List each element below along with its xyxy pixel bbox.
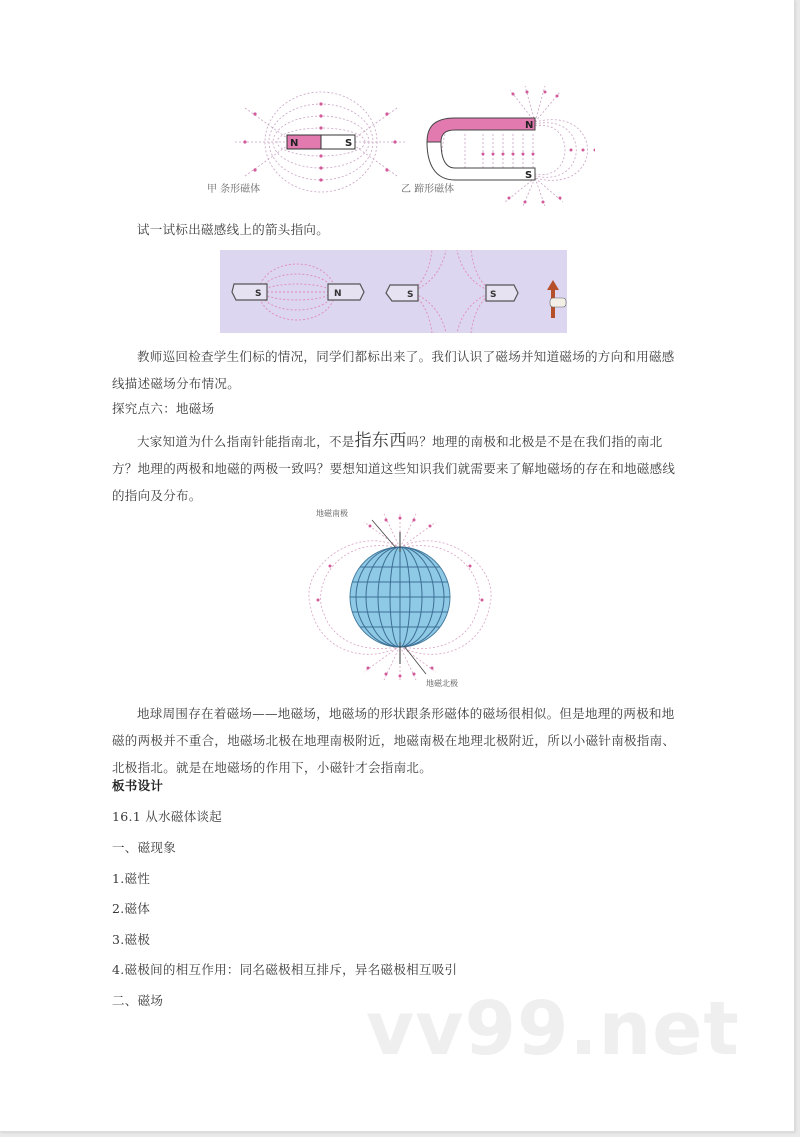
paragraph-teacher-check: 教师巡回检查学生们标的情况，同学们都标出来了。我们认识了磁场并知道磁场的方向和用磁感线描述磁场分布情况。 xyxy=(112,349,675,391)
u-magnet-field-lines xyxy=(442,86,588,206)
para2-text-b: 吗？地理的南极和北极是不是在我们指的南北方？地理的两极和地磁的两极一致吗？要想知道这些知识我们就需要来了解地磁场的存在和地磁感线的指向及分布。 xyxy=(112,434,676,503)
magnetic-north-pole-label: 地磁北极 xyxy=(426,679,458,688)
watermark: vv99.net xyxy=(366,986,740,1072)
figure-magnet-fields xyxy=(205,78,595,208)
pair1-left-pole: S xyxy=(255,289,262,299)
bar-magnet-caption: 甲 条形磁体 xyxy=(207,184,261,195)
bar-magnet xyxy=(287,135,355,149)
pair2-right-pole: S xyxy=(490,290,497,300)
instruction-text: 试一试标出磁感线上的箭头指向。 xyxy=(137,222,330,237)
board-item: 16.1 从水磁体谈起 xyxy=(112,809,223,824)
pair2-left-pole: S xyxy=(407,290,414,300)
magnetic-south-pole-label: 地磁南极 xyxy=(316,509,348,518)
globe xyxy=(350,520,450,674)
figure-magnet-interaction xyxy=(220,250,567,333)
board-design-heading: 板书设计 xyxy=(112,778,164,793)
board-item: 二、磁场 xyxy=(112,993,164,1008)
paragraph-compass-question xyxy=(112,428,682,509)
section-heading-geomagnetic: 探究点六：地磁场 xyxy=(112,401,215,416)
u-magnet xyxy=(427,118,535,181)
paragraph-earth-field: 地球周围存在着磁场——地磁场，地磁场的形状跟条形磁体的磁场很相似。但是地理的两极和地磁的两极并不重合，地磁场北极在地理南极附近，地磁南极在地理北极附近，所以小磁针南极指南、北极指北。就是在地磁场的作用下，小磁针才会指南北。 xyxy=(112,706,676,775)
u-magnet-caption: 乙 蹄形磁体 xyxy=(401,184,455,195)
bar-magnet-n-label: N xyxy=(290,138,299,149)
board-item: 一、磁现象 xyxy=(112,840,177,855)
u-magnet-n-label: N xyxy=(525,120,534,131)
board-item: 2.磁体 xyxy=(112,901,151,916)
board-item: 3.磁极 xyxy=(112,932,151,947)
figure-earth-magnetic-field xyxy=(300,504,500,689)
pair1-right-pole: N xyxy=(334,289,342,299)
u-magnet-s-label: S xyxy=(525,170,533,181)
board-item: 1.磁性 xyxy=(112,871,151,886)
para2-emphasis: 指东西 xyxy=(354,431,407,451)
para2-text-a: 大家知道为什么指南针能指南北，不是 xyxy=(137,434,355,449)
board-item: 4.磁极间的相互作用：同名磁极相互排斥，异名磁极相互吸引 xyxy=(112,962,458,977)
bar-magnet-s-label: S xyxy=(345,138,353,149)
